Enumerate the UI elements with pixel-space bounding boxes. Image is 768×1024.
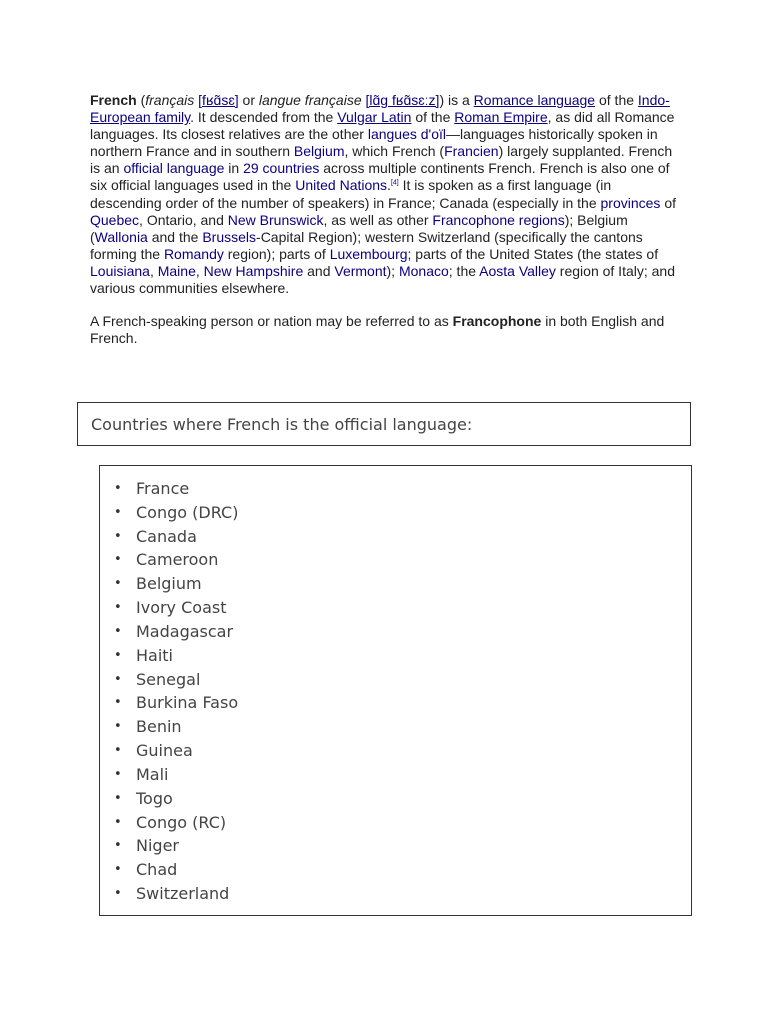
country-item — [100, 572, 691, 596]
country-item — [100, 739, 691, 763]
country-item — [100, 691, 691, 715]
countries-heading: Countries where French is the official language: — [91, 415, 473, 434]
bold-term: French — [90, 92, 137, 108]
text-run: of the — [411, 109, 455, 126]
link-romandy[interactable]: Romandy — [163, 245, 224, 262]
country-name: Togo — [136, 788, 173, 808]
text-run: It is spoken as a first language (in descending order of the number of speakers) in France; Canada (especially in the — [90, 177, 612, 211]
country-item — [100, 787, 691, 811]
text-run: in both English and French. — [90, 313, 665, 347]
text-run: , as did all Romance languages. Its closest relatives are the other — [90, 109, 675, 143]
country-item — [100, 858, 691, 882]
country-name: Senegal — [136, 669, 201, 689]
text-run: , as well as other — [323, 211, 433, 228]
country-name: Haiti — [136, 645, 173, 665]
country-name: France — [136, 479, 190, 498]
country-item — [100, 477, 691, 501]
text-run: ( — [136, 92, 146, 108]
article-intro — [90, 92, 680, 347]
country-item — [100, 501, 691, 525]
text-run: , — [149, 262, 158, 279]
text-run: ; the — [448, 262, 480, 279]
country-item — [100, 715, 691, 739]
country-name: Belgium — [136, 574, 202, 594]
country-name: Cameroon — [136, 550, 219, 570]
country-name: Mali — [136, 764, 169, 784]
link-wallonia[interactable]: Wallonia — [94, 228, 148, 245]
country-item — [100, 525, 691, 549]
text-run: A French-speaking person or nation may be referred to as — [90, 313, 453, 330]
text-run: ); — [386, 262, 399, 279]
link-new-brunswick[interactable]: New Brunswick — [227, 211, 324, 228]
text-run: ) is a — [439, 92, 474, 108]
link-aosta-valley[interactable]: Aosta Valley — [479, 262, 556, 279]
country-name: Madagascar — [136, 621, 234, 641]
text-run: , — [195, 262, 204, 279]
country-name: Ivory Coast — [136, 598, 227, 618]
countries-list — [100, 477, 691, 906]
text-run: region); parts of — [223, 245, 330, 262]
bold-term: Francophone — [452, 313, 542, 330]
link-roman-empire[interactable]: Roman Empire — [454, 109, 548, 126]
country-name: Canada — [136, 526, 197, 546]
text-run: of — [660, 194, 677, 211]
link-quebec[interactable]: Quebec — [90, 211, 140, 228]
country-name: Chad — [136, 860, 178, 880]
link-romance-language[interactable]: Romance language — [473, 92, 596, 108]
country-name: Niger — [136, 836, 179, 856]
italic-term: langue française — [258, 92, 362, 108]
link-francophone-regions[interactable]: Francophone regions — [432, 211, 565, 228]
text-run: ) largely supplanted. French is an — [90, 143, 673, 177]
link-langues-d-o-l[interactable]: langues d'oïl — [367, 126, 447, 143]
text-run: ); Belgium ( — [90, 211, 628, 245]
country-item — [100, 882, 691, 906]
link-luxembourg[interactable]: Luxembourg — [329, 245, 408, 262]
link-indo-european-family[interactable]: Indo-European family — [90, 92, 670, 126]
country-name: Benin — [136, 717, 182, 737]
link-maine[interactable]: Maine — [157, 262, 196, 279]
text-run: -Capital Region); western Switzerland (specifically the cantons forming the — [90, 228, 643, 262]
country-name: Congo (RC) — [136, 812, 227, 832]
country-item — [100, 596, 691, 620]
link-francien[interactable]: Francien — [444, 143, 499, 160]
link-brussels[interactable]: Brussels — [202, 228, 257, 245]
link-29-countries[interactable]: 29 countries — [243, 160, 320, 177]
link-vermont[interactable]: Vermont — [334, 262, 387, 279]
link-louisiana[interactable]: Louisiana — [90, 262, 150, 279]
country-name: Congo (DRC) — [136, 502, 239, 522]
text-run: ; parts of the United States (the states of — [407, 245, 659, 262]
text-run: or — [238, 92, 259, 108]
country-item — [100, 811, 691, 835]
text-run: in — [224, 160, 244, 177]
paragraph-intro — [90, 92, 680, 297]
link-provinces[interactable]: provinces — [600, 194, 661, 211]
link-united-nations[interactable]: United Nations — [295, 177, 388, 194]
link-official-language[interactable]: official language — [123, 160, 225, 177]
paragraph-francophone — [90, 313, 680, 347]
country-name: Burkina Faso — [136, 693, 239, 713]
link-belgium[interactable]: Belgium — [293, 143, 345, 160]
text-run: and — [303, 262, 335, 279]
country-item — [100, 644, 691, 668]
country-item — [100, 834, 691, 858]
text-run: region of Italy; and various communities elsewhere. — [90, 262, 675, 297]
text-run: , which French ( — [344, 143, 445, 160]
countries-heading-box — [77, 402, 691, 446]
text-run: across multiple continents French. French is also one of six official languages used in the — [90, 160, 670, 194]
link-monaco[interactable]: Monaco — [398, 262, 449, 279]
text-run: , Ontario, and — [139, 211, 228, 228]
country-name: Switzerland — [136, 884, 230, 904]
link-vulgar-latin[interactable]: Vulgar Latin — [337, 109, 412, 126]
country-item — [100, 668, 691, 692]
country-item — [100, 620, 691, 644]
text-run: of the — [595, 92, 638, 108]
link-new-hampshire[interactable]: New Hampshire — [203, 262, 304, 279]
italic-term: français — [145, 92, 195, 108]
link-f-s[interactable]: [fʁɑ̃sɛ] — [198, 92, 239, 108]
link-l-f-s-z[interactable]: [lɑ̃ɡ fʁɑ̃sɛːz] — [365, 92, 440, 108]
countries-list-box — [99, 465, 692, 916]
text-run: . It descended from the — [190, 109, 338, 126]
country-item — [100, 763, 691, 787]
citation-ref[interactable]: [4] — [390, 179, 399, 187]
text-run: . — [387, 177, 391, 194]
text-run: —languages historically spoken in northern France and in southern — [90, 126, 658, 160]
country-item — [100, 548, 691, 572]
country-name: Guinea — [136, 741, 193, 761]
text-run: and the — [147, 228, 203, 245]
